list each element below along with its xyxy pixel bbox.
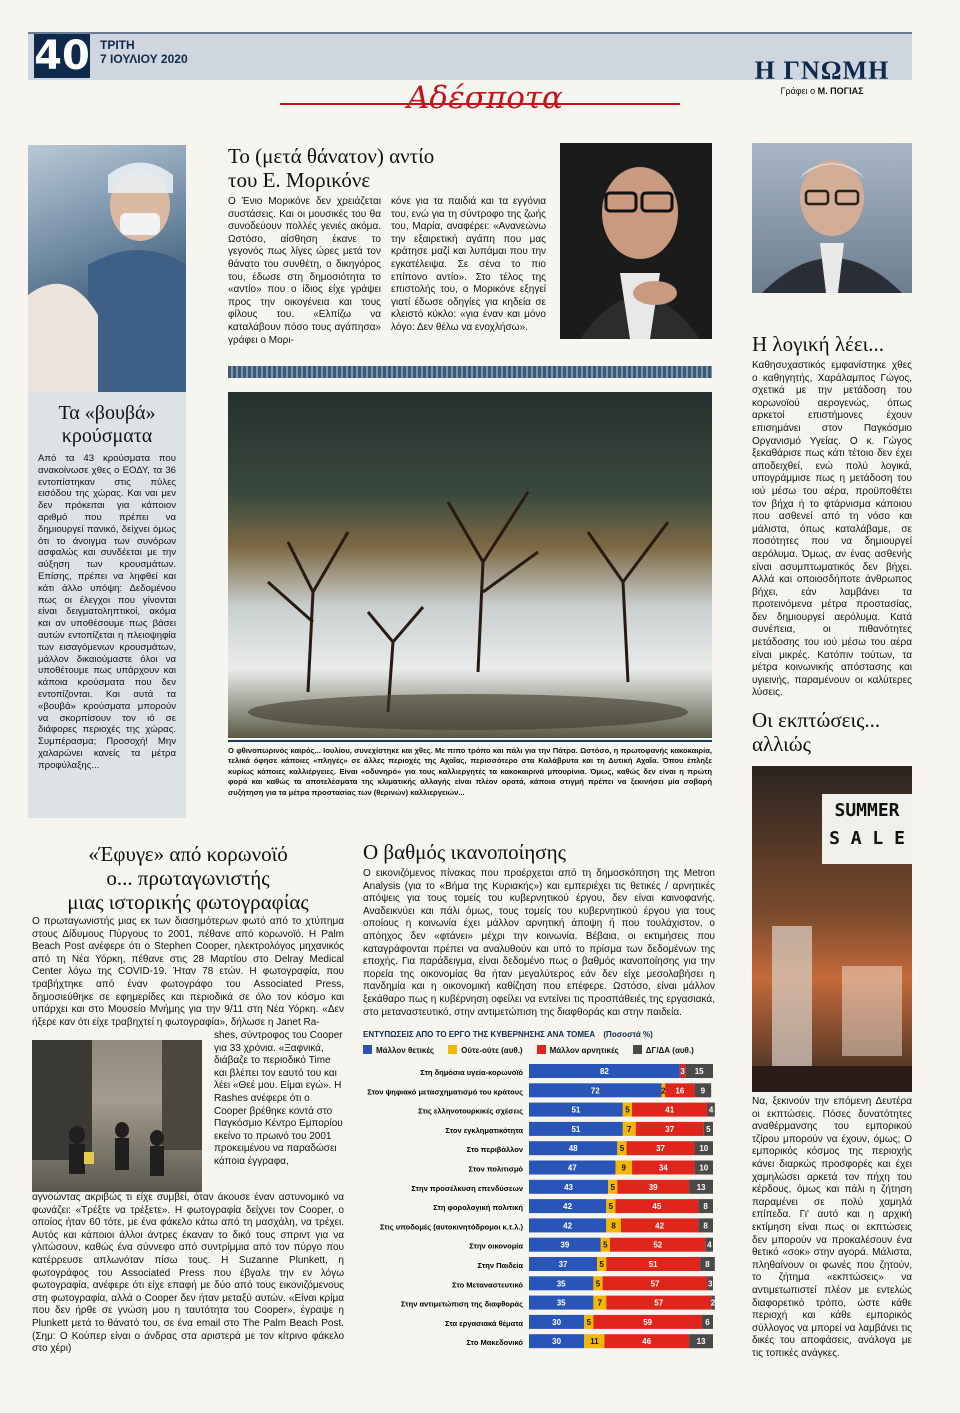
category-label: Στο Μακεδονικό: [466, 1338, 523, 1348]
bar-value-label: 9: [700, 1086, 706, 1096]
chart-title-row: [363, 1030, 715, 1042]
bar-value-label: 42: [655, 1221, 665, 1231]
discounts-text: Να, ξεκινούν την επόμενη Δευτέρα οι εκπτώσεις. Πόσες δυνατότητες αναθέρμανσης του εμπορικού τζίρου μπορούν να έχουν, όμως; Ο εμπορικός κόσμος της περιοχής κάνει διαρκώς προσφορές και έχει χαμηλώσει αρκετά τον πήχη του κέρδους, όμως και πάλι η ζήτηση παραμένει σε πολύ χαμηλά επίπεδα. Γι' αυτό και η αρχική εκτίμηση είναι πως οι εκπτώσεις δεν μπορούν να προκαλέσουν ένα θετικό «σοκ» στην αγορά. Μάλιστα, πληθαίνουν οι φωνές που ζητούν, το ζήτημα «εκπτώσεις» να αντιμετωπιστεί πλέον με εντελώς διαφορετικό τρόπο, ώστε κάθε περιοχή και κάθε εμπορικός σύλλογος να μπορεί να λαμβάνει τις δικές του αποφάσεις, ανάλογα με τις τοπικές ανάγκες.: [752, 1096, 912, 1359]
bar-value-label: 59: [643, 1317, 653, 1327]
cooper-911-photo: [32, 1040, 202, 1192]
bar-value-label: 72: [590, 1086, 600, 1096]
chart-svg: [363, 1062, 715, 1357]
bar-value-label: 46: [642, 1337, 652, 1347]
chart-unit-note: (Ποσοστά %): [603, 1030, 653, 1039]
discounts-headline-line2: αλλιώς: [752, 732, 811, 756]
bar-value-label: 30: [552, 1337, 562, 1347]
newspaper-logo: Η ΓΝΩΜΗ: [754, 56, 890, 85]
legend-item-0: [363, 1046, 434, 1055]
discounts-headline-line1: Οι εκπτώσεις...: [752, 708, 881, 732]
gogos-portrait-illustration: [752, 143, 912, 293]
cooper-headline-line1: «Έφυγε» από κορωνοϊό: [88, 842, 288, 866]
bar-value-label: 5: [599, 1260, 604, 1269]
morricone-photo: [560, 143, 712, 339]
bar-value-label: 37: [558, 1260, 568, 1269]
legend-item-3: [633, 1046, 694, 1055]
health-worker-photo: [28, 145, 186, 392]
bar-value-label: 5: [706, 1124, 711, 1134]
bar-value-label: 82: [599, 1067, 609, 1076]
header-day: ΤΡΙΤΗ: [100, 38, 135, 52]
satisfaction-text: Ο εικονιζόμενος πίνακας που προέρχεται από τη δημοσκόπηση της Metron Analysis (για το «Βήμα της Κυριακής») και εμπεριέχει τις θετικές / αρνητικές απόψεις για τους τομείς του κυβερνητικού έργου, δεν είναι καινοφανής. Αναδεικνύει και πάλι όμως, τους τομείς του κυβερνητικού έργου για τους οποίους η κοινωνία έχει μάλλον αρνητική άποψη ή που τουλάχιστον, ο απόηχος δεν «φτάνει» μέχρι την κοινωνία. Βέβαια, οι εκτιμήσεις που καταγράφονται πρέπει να αναλυθούν και υπό το πρίσμα των δεδομένων της εποχής. Για παράδειγμα, είναι δεδομένο πως ο βαθμός ικανοποίησης για την πορεία της οικονομίας θα ήταν μεγαλύτερος εάν δεν είχε μεσολαβήσει η πανδημία και η οικονομική καθίζηση που επέφερε. Ωστόσο, είναι μάλλον ξεκάθαρο πως η κυβέρνηση οφείλει να εντείνει τις προσπάθειές της εργασιακά, στο μεταναστευτικό, στην αντιμετώπιση της διαφθοράς και στην παιδεία.: [363, 868, 715, 1018]
category-label: Στα εργασιακά θέματα: [444, 1318, 523, 1328]
government-work-chart: [363, 1030, 715, 1360]
section-title: Αδέσποτα: [407, 80, 563, 116]
bar-value-label: 51: [571, 1105, 581, 1115]
category-label: Στις ελληνοτουρκικές σχέσεις: [418, 1106, 523, 1116]
morricone-headline-line2: του Ε. Μορικόνε: [228, 168, 371, 192]
cooper-text-bottom: αγνοώντας ακριβώς τι είχε συμβεί, όταν άκουσε έναν αστυνομικό να φωνάζει: «Τρέξτε να τρέξετε». Η φωτογραφία δείχνει τον Cooper, ο οποίος ήταν 60 τότε, με ένα φάκελο κάτω από τη μασχάλη, να τρέχει. Αυτός και κάποιοι άλλοι άντρες έκαναν το δικό τους σπριντ για να γλιτώσουν, καθώς ένα σύννεφο από συντρίμμια από τον πύργο που κατέρρευσε απλωνόταν πίσω τους. Η Suzanne Plunkett, η φωτογράφος του Associated Press που έβγαλε την εν λόγω φωτογραφία, ανέφερε ότι είχε επαφή με δύο από τους εικονιζόμενους στη φωτογραφία, αλλά ο Cooper δεν ήταν μεταξύ αυτών. «Είναι κρίμα που δεν ήρθε σε γνώση μου η ταυτότητα του Cooper», έγραψε η Plunkett μετά το θάνατό του, σε ένα email στο The Palm Beach Post. (Σημ: Ο Κούπερ είναι ο άνδρας στα αριστερά με τον κίτρινο φάκελο στο χέρι): [32, 1192, 344, 1355]
category-label: Στον πολιτισμό: [468, 1164, 523, 1174]
frost-photo-top-rule: [228, 366, 712, 378]
category-label: Στον εγκληματικότητα: [445, 1125, 523, 1135]
category-label: Στην Παιδεία: [477, 1261, 523, 1270]
bar-value-label: 5: [625, 1105, 630, 1115]
morricone-portrait-illustration: [560, 143, 712, 339]
bar-value-label: 39: [560, 1240, 570, 1250]
bar-value-label: 2: [710, 1298, 715, 1308]
bar-value-label: 52: [653, 1240, 663, 1250]
legend-label-1: Ούτε-ούτε (αυθ.): [461, 1046, 523, 1055]
bar-value-label: 8: [703, 1202, 708, 1212]
bar-value-label: 11: [590, 1337, 599, 1347]
header-date: 7 ΙΟΥΛΙΟΥ 2020: [100, 52, 188, 66]
cooper-running-illustration: [32, 1040, 202, 1192]
cooper-headline-line2: ο... πρωταγωνιστής: [106, 866, 270, 890]
legend-swatch-2: [537, 1045, 546, 1054]
legend-item-1: [448, 1046, 523, 1055]
bar-value-label: 45: [652, 1202, 662, 1212]
silent-cases-text: Από τα 43 κρούσματα που ανακοίνωσε χθες ο ΕΟΔΥ, τα 36 εντοπίστηκαν στις πύλες εισόδου της χώρας. Και ναι μεν δεν πρόκειται για κάποιον αριθμό που πρέπει να δημιουργεί πανικό, δείχνει όμως ότι το άνοιγμα των συνόρων ασφαλώς και συνδέεται με την αύξηση των κρουσμάτων. Επίσης, πρέπει να ληφθεί και κάτι άλλο υπόψη: Δεδομένου πως οι έλεγχοι που γίνονται είναι δειγματοληπτικοί, ακόμα και αν υποθέσουμε πως βάσει αυτών εντοπίζεται η πλειοψηφία των εισαγόμενων κρουσμάτων, μάλλον δικαιούμαστε όλοι να υποθέτουμε πως υπάρχουν και κάποια κρούσματα που δεν εντοπίζονται. Και αυτά τα «βουβά» κρούσματα μπορούν να σκορπίσουν τον ιό σε διάφορες περιοχές της χώρας. Συμπέρασμα; Προσοχή! Μην χαλαρώνει κανείς τα μέτρα προφύλαξης...: [38, 453, 176, 771]
bar-value-label: 16: [675, 1086, 685, 1096]
bar-value-label: 7: [627, 1124, 632, 1134]
bar-value-label: 5: [608, 1202, 614, 1212]
bar-value-label: 30: [552, 1317, 562, 1327]
morricone-headline: [228, 144, 558, 192]
morricone-text-col1: Ο Ένιο Μορικόνε δεν χρειάζεται συστάσεις. Και οι μουσικές του θα συνοδεύουν πολλές γενιές ακόμα. Ωστόσο, αίσθηση έκανε το γεγονός πως λίγες ώρες μετά τον θάνατο του συνθέτη, ο δικηγόρος του, έδωσε στη δημοσιότητα το «αντίο» που ο ίδιος είχε γράψει προς την οικογένεια και τους φίλους του. «Ελπίζω να καταλάβουν πόσο τους αγάπησα» γράφει ο Μορι-: [228, 196, 381, 346]
cooper-headline-line3: μιας ιστορικής φωτογραφίας: [67, 890, 309, 914]
category-label: Στη δημόσια υγεία-κορωνοϊό: [420, 1068, 523, 1077]
satisfaction-headline: Ο βαθμός ικανοποίησης: [363, 840, 566, 864]
bar-value-label: 10: [699, 1163, 709, 1173]
bar-value-label: 35: [556, 1279, 566, 1289]
bar-value-label: 7: [597, 1298, 603, 1308]
legend-item-2: [537, 1046, 619, 1055]
frost-caption: Ο φθινοπωρινός καιρός... Ιουλίου, συνεχίστηκε και χθες. Με πιπο τρόπο και πάλι για την Πάτρα. Ωστόσο, η πρωτοφανής κακοκαιρία, τελικά όφησε κάποιες «πληγές» σε άλλες περιοχές της Αχαΐας, περισσότερο στα Καλάβρυτα και τη Δυτική Αχαΐα. Όπου έπληξε κυρίως κάποιες καλλιέργειες. Είναι «οδυνηρό» για τους καλλιεργητές τα κακοκαιρινά μπουρίνια. Όμως, καθώς δεν είναι η πρώτη φορά και καθώς τα αποτελέσματα της κλιματικής αλλαγής είναι πλέον ορατά, κάποια στιγμή πρέπει να ξεκινήσει μία σοβαρή συζήτηση για τα μέτρα προστασίας των (θερινών) καλλιεργειών...: [228, 746, 712, 797]
bar-value-label: 57: [654, 1298, 664, 1308]
bar-value-label: 51: [571, 1124, 581, 1134]
bar-value-label: 15: [694, 1067, 704, 1076]
bar-value-label: 42: [563, 1221, 573, 1231]
bar-value-label: 4: [708, 1105, 714, 1115]
legend-swatch-1: [448, 1045, 457, 1054]
shop-interior-illustration: [752, 886, 912, 1092]
summer-sign-line1: SUMMER: [834, 800, 900, 821]
bar-value-label: 3: [680, 1067, 685, 1076]
bar-value-label: 3: [708, 1279, 713, 1289]
chart-legend: [363, 1045, 715, 1059]
discounts-headline: [752, 708, 912, 756]
bar-value-label: 2: [661, 1086, 666, 1096]
bar-value-label: 13: [696, 1182, 706, 1192]
bar-value-label: 35: [556, 1298, 566, 1308]
byline-prefix: Γράφει ο: [780, 86, 816, 96]
bar-value-label: 4: [707, 1240, 712, 1250]
bar-value-label: 9: [621, 1163, 626, 1173]
category-label: Στον ψηφιακό μετασχηματισμό του κράτους: [367, 1087, 523, 1097]
bar-value-label: 37: [665, 1124, 675, 1134]
logic-text: Καθησυχαστικός εμφανίστηκε χθες ο καθηγητής, Χαράλαμπος Γώγος, σχετικά με την μετάδοση του κορωνοϊού αερογενώς, όπως αρκετοί επιστήμονες έχουν επισημάνει στον Παγκόσμιο Οργανισμό Υγείας. Ο κ. Γώγος ξεκαθάρισε πως κάτι τέτοιο δεν έχει αποδειχθεί, ενώ πολύ λογικά, υπογράμμισε πως η μετάδοση του ιού μέσω του αέρα, προϋποθέτει τον βήχα ή το φτάρνισμα κάποιου που ασθενεί από τη νόσο και μάλιστα, όπως καταλάβαμε, σε ποσότητες που να δημιουργεί αερόλυμα. Όμως, αν ένας ασθενής είναι ασυμπτωματικός δεν βήχει. Αλλά και οποιοσδήποτε άνθρωπος βήχει, εάν λαμβάνει τα προτεινόμενα μέτρα προστασίας, δεν δημιουργεί αερόλυμα. Κατά συνέπεια, οι πιθανότητες μετάδοσης του ιού μέσω του αέρα είναι μικρές. Κατόπιν τούτων, τα μέτρα κοινωνικής απόστασης και υγιεινής, παραμένουν οι καλύτερες λύσεις.: [752, 360, 912, 699]
category-label: Στις υποδομές (αυτοκινητόδρομοι κ.τ.λ.): [379, 1222, 523, 1232]
bar-value-label: 5: [610, 1182, 615, 1192]
bar-value-label: 5: [619, 1144, 625, 1154]
bar-value-label: 5: [586, 1317, 592, 1327]
category-label: Στην αντιμετώπιση της διαφθοράς: [400, 1299, 523, 1309]
morricone-text-col2: κόνε για τα παιδιά και τα εγγόνια του, ενώ για τη σύντροφο της ζωής του, Μαρία, αναφέρει: «Ανανεώνω την εξαιρετική αγάπη που μας κράτησε μαζί και λυπάμαι που την εγκατέλειψα. Σε σένα το πιο επίπονο αντίο». Στο τέλος της επιστολής του, ο Μορικόνε εξηγεί γιατί έδωσε οδηγίες για κηδεία σε κλειστό κύκλο: «για έναν και μόνο λόγο: Δεν θέλω να ενοχλήσω».: [391, 196, 546, 333]
category-label: Στο Μεταναστευτικό: [452, 1280, 523, 1290]
category-label: Στο περιβάλλον: [466, 1145, 523, 1155]
gogos-photo: [752, 143, 912, 293]
bar-value-label: 5: [603, 1240, 608, 1250]
category-label: Στην οικονομία: [469, 1241, 523, 1251]
bar-value-label: 42: [563, 1202, 573, 1212]
bar-value-label: 51: [648, 1260, 658, 1269]
health-worker-illustration: [28, 145, 186, 392]
bar-value-label: 8: [703, 1221, 708, 1231]
bar-value-label: 13: [696, 1337, 706, 1347]
silent-cases-title: [28, 402, 186, 448]
chart-title: ΕΝΤΥΠΩΣΕΙΣ ΑΠΟ ΤΟ ΕΡΓΟ ΤΗΣ ΚΥΒΕΡΝΗΣΗΣ ΑΝΑ ΤΟΜΕΑ: [363, 1030, 596, 1039]
frost-orchard-photo: [228, 392, 712, 738]
logic-headline: Η λογική λέει...: [752, 332, 885, 356]
column-byline: [752, 86, 892, 96]
cooper-headline: [28, 842, 348, 914]
legend-swatch-3: [633, 1045, 642, 1054]
summer-sale-photo: [752, 766, 912, 1092]
silent-cases-title-line2: κρούσματα: [61, 425, 153, 447]
bar-value-label: 10: [699, 1144, 709, 1154]
cooper-text-side: shes, σύντροφος του Cooper για 33 χρόνια. «Ξαφνικά, διάβαζε το περιοδικό Time και βλέπει τον εαυτό του και λέει «Θεέ μου. Είμαι εγώ». Η Rashes ανέφερε ότι ο Cooper βρέθηκε κοντά στο Παγκόσμιο Κέντρο Εμπορίου εκείνο το πρωινό του 2001 προκειμένου να παραδώσει κάποια έγγραφα,: [214, 1030, 343, 1167]
category-label: Στην προσέλκυση επενδύσεων: [411, 1183, 523, 1193]
legend-label-0: Μάλλον θετικές: [376, 1046, 435, 1055]
bar-value-label: 48: [568, 1144, 578, 1154]
bar-value-label: 37: [656, 1144, 666, 1154]
bar-value-label: 5: [595, 1279, 601, 1289]
bar-value-label: 57: [650, 1279, 660, 1289]
legend-swatch-0: [363, 1045, 372, 1054]
bar-value-label: 6: [705, 1317, 710, 1327]
bar-value-label: 8: [705, 1260, 710, 1269]
bar-value-label: 8: [611, 1221, 616, 1231]
legend-label-3: ΔΓ/ΔΑ (αυθ.): [645, 1046, 694, 1055]
bar-value-label: 39: [648, 1182, 658, 1192]
byline-author: Μ. ΠΟΓΙΑΣ: [817, 86, 864, 96]
bar-value-label: 47: [567, 1163, 577, 1173]
summer-sign-line2: S A L E: [829, 828, 905, 849]
bar-value-label: 43: [564, 1182, 574, 1192]
category-label: Στη φορολογική πολιτική: [433, 1203, 523, 1213]
page-number: 40: [34, 33, 90, 79]
frost-caption-rule: [228, 740, 712, 742]
morricone-headline-line1: Το (μετά θάνατον) αντίο: [228, 144, 435, 168]
silent-cases-title-line1: Τα «βουβά»: [58, 402, 156, 424]
bar-value-label: 34: [658, 1163, 668, 1173]
legend-label-2: Μάλλον αρνητικές: [549, 1046, 619, 1055]
cooper-text-top: Ο πρωταγωνιστής μιας εκ των διασημότερων φωτό από το χτύπημα στους Δίδυμους Πύργους το 2001, πέθανε από κορωνοϊό. Η Palm Beach Post ανέφερε ότι ο Stephen Cooper, ηλεκτρολόγος μηχανικός από τη Νέα Υόρκη, πέθανε στις 28 Μαρτίου στο Delray Medical Center λόγω της COVID-19. Ήταν 78 ετών. Η φωτογραφία, που τραβήχτηκε από έναν φωτογράφο του Associated Press, δημοσιεύθηκε σε εφημερίδες και περιοδικά σε όλο τον κόσμο και υπάρχει και στο Μουσείο Μνήμης για την 9/11 στη Νέα Υόρκη. «Δεν ήξερε καν ότι είχε τραβηχτεί η φωτογραφία», δήλωσε η Janet Ra-: [32, 916, 344, 1028]
frost-orchard-illustration: [228, 392, 712, 738]
bar-value-label: 41: [665, 1105, 675, 1115]
